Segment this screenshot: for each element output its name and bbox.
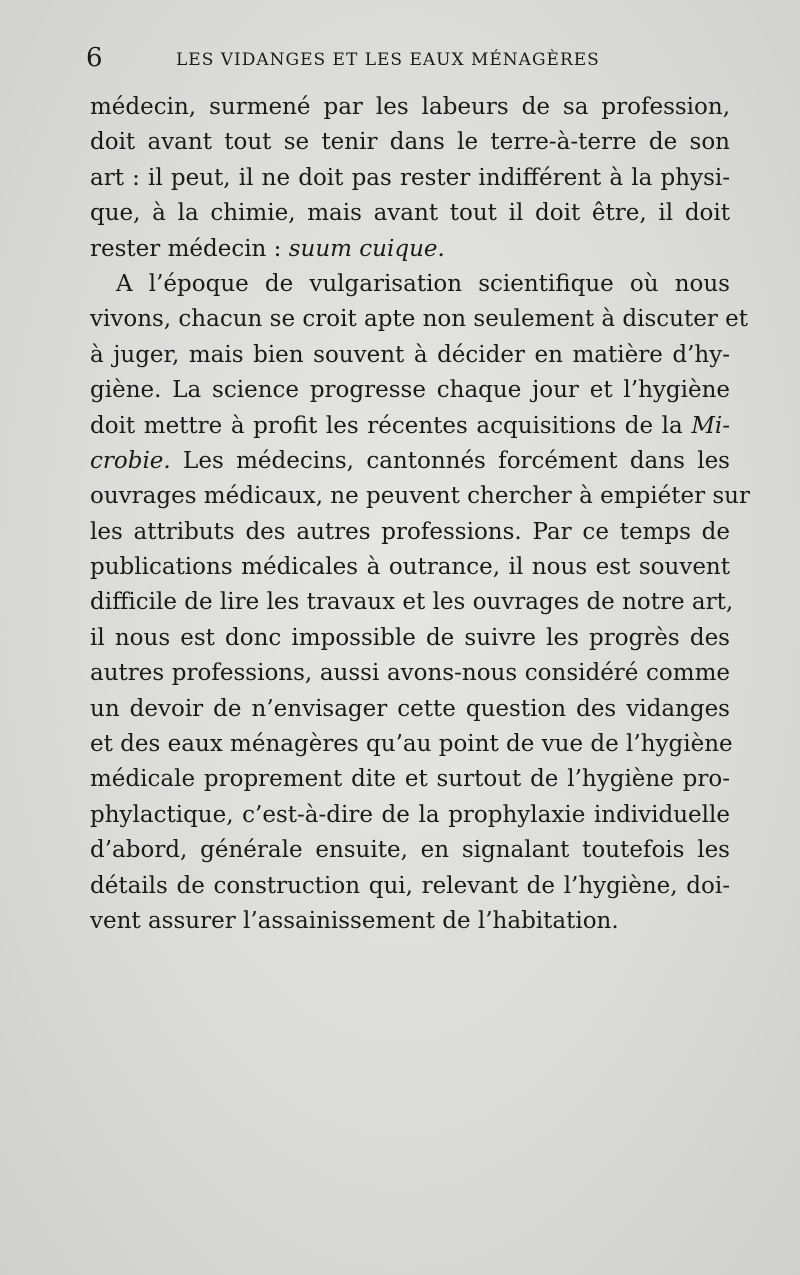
paragraph — [90, 90, 730, 267]
text-line: les attributs des autres professions. Par ce temps de — [90, 518, 730, 545]
text-line: art : il peut, il ne doit pas rester indifférent à la physi- — [90, 164, 730, 191]
text-line: à juger, mais bien souvent à décider en matière d’hy- — [90, 341, 730, 368]
text-line — [90, 444, 730, 479]
italic-word: Mi- — [691, 412, 730, 439]
text-line: phylactique, c’est-à-dire de la prophylaxie individuelle — [90, 801, 730, 828]
text-line: ouvrages médicaux, ne peuvent chercher à empiéter sur — [90, 483, 750, 510]
text-span: doit mettre à profit les récentes acquisitions de la — [90, 412, 692, 439]
text-line: médecin, surmené par les labeurs de sa profession, — [90, 94, 730, 120]
text-span: Les médecins, cantonnés forcément dans les — [170, 447, 730, 474]
text-line: il nous est donc impossible de suivre les progrès des — [90, 624, 730, 651]
text-line: doit avant tout se tenir dans le terre-à-terre de son — [90, 129, 730, 156]
page-number: 6 — [86, 43, 103, 73]
text-line: d’abord, générale ensuite, en signalant toutefois les — [90, 837, 730, 864]
paragraph — [90, 267, 750, 939]
text-line: vent assurer l’assainissement de l’habitation. — [90, 907, 619, 934]
text-line — [90, 409, 730, 444]
text-line — [90, 232, 730, 267]
page-header — [86, 40, 646, 76]
text-line: giène. La science progresse chaque jour et l’hygiène — [90, 377, 730, 404]
text-line: un devoir de n’envisager cette question des vidanges — [90, 695, 730, 722]
text-line: difficile de lire les travaux et les ouvrages de notre art, — [90, 589, 734, 616]
text-line: vivons, chacun se croit apte non seulement à discuter et — [90, 306, 748, 333]
body-text — [90, 90, 750, 939]
italic-word: crobie. — [90, 447, 171, 474]
text-line: publications médicales à outrance, il nous est souvent — [90, 554, 730, 581]
text-line: que, à la chimie, mais avant tout il doit être, il doit — [90, 200, 730, 227]
text-line: médicale proprement dite et surtout de l’hygiène pro- — [90, 766, 730, 793]
text-line: autres professions, aussi avons-nous considéré comme — [90, 660, 730, 687]
italic-phrase: suum cuique. — [288, 235, 445, 262]
running-title: LES VIDANGES ET LES EAUX MÉNAGÈRES — [176, 50, 600, 70]
text-line: A l’époque de vulgarisation scientifique où nous — [116, 270, 730, 297]
text-line: et des eaux ménagères qu’au point de vue de l’hygiène — [90, 731, 733, 758]
text-line: détails de construction qui, relevant de l’hygiène, doi- — [90, 872, 730, 899]
text-span: rester médecin : — [90, 235, 289, 262]
